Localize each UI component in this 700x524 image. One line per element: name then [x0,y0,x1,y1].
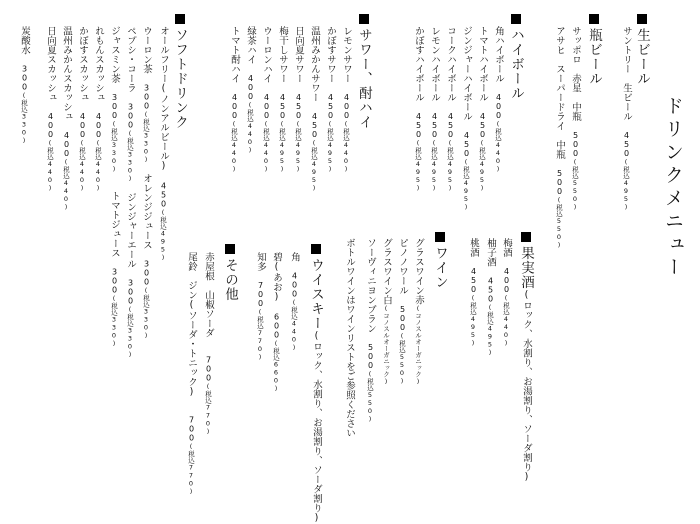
list-item: 梅干しサワー450(税込495) [277,26,288,173]
square-bullet-icon [511,14,521,24]
list-item: 梅酒400(税込440) [501,238,512,347]
soft-drink-heading: ソフトドリンク [172,14,187,130]
list-item: 赤屋根 山椒ソーダ700(税込770) [203,252,214,436]
square-bullet-icon [225,244,235,254]
square-bullet-icon [175,14,185,24]
bottle-beer-heading: 瓶ビール [586,14,601,86]
list-item: かぼすハイボール450(税込495) [413,26,424,192]
square-bullet-icon [359,14,369,24]
square-bullet-icon [435,232,445,242]
list-item: コークハイボール450(税込495) [445,26,456,192]
wine-notice: ボトルワインはワインリストをご参照ください [344,238,355,438]
list-item: アサヒ スーパードライ 中瓶500(税込550) [554,26,565,249]
list-item: 桃酒450(税込495) [468,238,479,347]
beer-heading: 生ビール [634,14,649,86]
whisky-heading: ウイスキー(ロック、水割り、お湯割り、ソーダ割り) [308,244,324,524]
list-item: 緑茶ハイ400(税込440) [245,26,256,154]
highball-heading: ハイボール [508,14,523,101]
list-item: 日向夏スカッシュ400(税込440) [45,26,56,192]
list-item: ピノノワール500(税込550) [397,238,408,385]
list-item: サッポロ 赤星 中瓶500(税込550) [570,26,581,211]
list-item: グラスワイン赤(コノスルオーガニック) [413,238,424,386]
square-bullet-icon [589,14,599,24]
square-bullet-icon [521,232,531,242]
list-item: 角400(税込440) [289,252,300,352]
list-item: 碧(あお)600(税込660) [271,252,282,393]
list-item: グラスワイン白(コノスルオーガニック) [381,238,392,386]
list-item: ソーヴィニヨンブラン500(税込550) [365,238,376,423]
list-item: 温州みかんサワー450(税込495) [309,26,320,192]
list-item: れもんスカッシュ400(税込440) [93,26,104,192]
list-item: 温州みかんスカッシュ400(税込440) [61,26,72,211]
wine-heading: ワイン [432,232,447,290]
list-item: 知多700(税込770) [255,252,266,361]
other-heading: その他 [222,244,237,302]
list-item: 炭酸水300(税込330) [19,26,30,145]
list-item: トマト酎ハイ400(税込440) [229,26,240,173]
list-item: 角ハイボール400(税込440) [493,26,504,173]
list-item: かぼすスカッシュ400(税込440) [77,26,88,192]
list-item: 柚子酒450(税込495) [485,238,496,357]
list-item: レモンサワー400(税込440) [341,26,352,173]
page-title: ドリンクメニュー [662,96,684,280]
square-bullet-icon [311,244,321,254]
list-item: 日向夏サワー450(税込495) [293,26,304,173]
list-item: サントリー 生ビール450(税込495) [621,26,632,211]
list-item: 尾鈴 ジン(ソーダ・トニック)700(税込770) [186,252,197,496]
list-item: ジャスミン茶300(税込330)トマトジュース300(税込330) [109,26,120,348]
fruit-liquor-heading: 果実酒(ロック、水割り、お湯割り、ソーダ割り) [518,232,534,483]
list-item: ペプシ・コーラ300(税込330)ジンジャーエール300(税込330) [125,26,136,359]
list-item: かぼすサワー450(税込495) [325,26,336,173]
list-item: トマトハイボール450(税込495) [477,26,488,192]
list-item: ウーロンハイ400(税込440) [261,26,272,173]
sour-heading: サワー、酎ハイ [356,14,371,130]
square-bullet-icon [637,14,647,24]
list-item: ジンジャーハイボール450(税込495) [461,26,472,211]
list-item: ウーロン茶300(税込330)オレンジジュース300(税込330) [141,26,152,340]
list-item: レモンハイボール450(税込495) [429,26,440,192]
list-item: オールフリー(ノンアルビール)450(税込495) [158,26,169,262]
